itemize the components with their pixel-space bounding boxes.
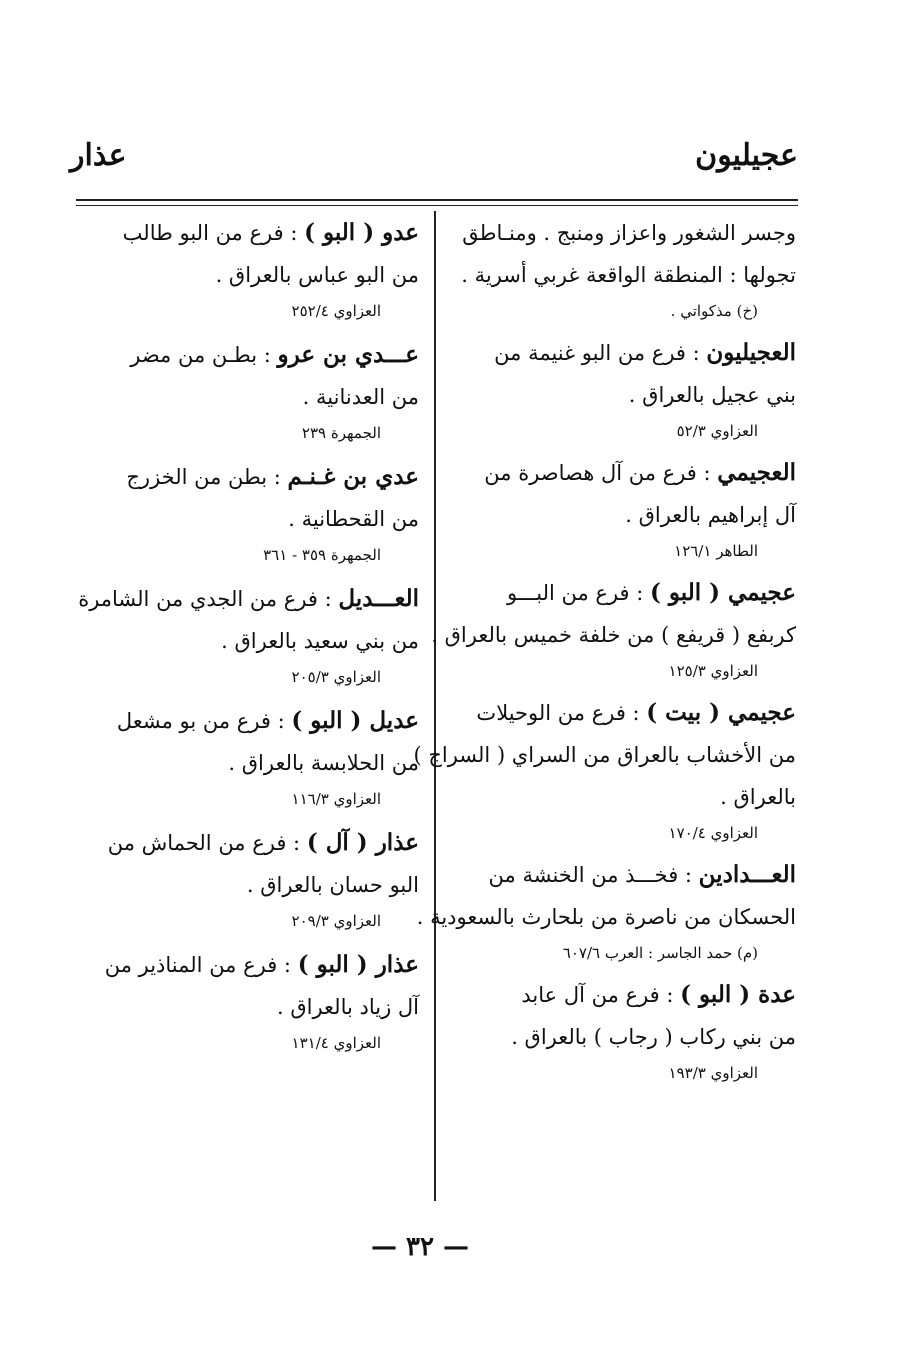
entry-headword: العجيليون <box>706 339 796 366</box>
entry-reference: (خ) مذكواتي . <box>670 302 758 320</box>
entry <box>74 700 419 814</box>
entry-line: من بني سعيد بالعراق . <box>221 629 419 653</box>
header-rule-top <box>76 199 798 201</box>
entry-reference: (م) حمد الجاسر : العرب ٦٠٧/٦ <box>562 944 758 962</box>
right-column <box>413 212 796 1094</box>
entry-reference: الطاهر ١٢٦/١ <box>674 542 758 560</box>
entry-line: عدة ( البو ) : فرع من آل عابد <box>521 981 796 1008</box>
entry-headword: عجيمي ( البو ) <box>650 579 796 606</box>
entry-reference: العزاوي ١٢٥/٣ <box>668 662 758 680</box>
entry-line: من بني ركاب ( رجاب ) بالعراق . <box>511 1025 796 1049</box>
entry-reference: العزاوي ١٣١/٤ <box>291 1034 381 1052</box>
entry-reference: العزاوي ٢٠٥/٣ <box>291 668 381 686</box>
entry <box>431 572 796 686</box>
entry-line: الحسكان من ناصرة من بلحارث بالسعودية . <box>416 905 796 929</box>
entry-headword: العـــدادين <box>698 861 796 888</box>
entry <box>448 974 796 1088</box>
entry-line: العـــدادين : فخـــذ من الخنشة من <box>488 861 796 888</box>
entry-reference: العزاوي ١٧٠/٤ <box>668 824 758 842</box>
running-head-left: عذار <box>70 138 127 173</box>
entry-line: عديل ( البو ) : فرع من بو مشعل <box>116 707 419 734</box>
entry-reference: العزاوي ٢٥٢/٤ <box>291 302 381 320</box>
entry <box>448 332 796 446</box>
entry-line: عـــدي بن عرو : بطـن من مضر <box>130 341 419 368</box>
entry-line: من الحلابسة بالعراق . <box>228 751 419 775</box>
entry-headword: عدة ( البو ) <box>680 981 796 1008</box>
running-head-right: عجيليون <box>695 138 798 173</box>
entry-line: عجيمي ( البو ) : فرع من البـــو <box>506 579 796 606</box>
entry-line: كربفع ( قريفع ) من خلفة خميس بالعراق . <box>431 623 796 647</box>
entry-line: من البو عباس بالعراق . <box>215 263 419 287</box>
entry-line: بني عجيل بالعراق . <box>628 383 796 407</box>
entry-headword: عذار ( آل ) <box>306 829 419 856</box>
entry-line: تجولها : المنطقة الواقعة غربي أسرية . <box>461 263 796 287</box>
entry <box>448 212 796 326</box>
entry-headword: العـــديل <box>338 585 419 612</box>
entry-line: وجسر الشغور واعزاز ومنبج . ومنـاطق <box>462 221 796 245</box>
entry-reference: العزاوي ١٩٣/٣ <box>668 1064 758 1082</box>
entry-line: من العدنانية . <box>302 385 419 409</box>
page-number: — ٣٢ — <box>370 1232 470 1262</box>
left-column <box>74 212 419 1066</box>
entry-headword: عديل ( البو ) <box>291 707 419 734</box>
entry-reference: العزاوي ١١٦/٣ <box>291 790 381 808</box>
entry <box>74 334 419 448</box>
entry-line: عجيمي ( بيت ) : فرع من الوحيلات <box>476 699 796 726</box>
entry-headword: عذار ( البو ) <box>297 951 419 978</box>
header-rule-bottom <box>76 205 798 206</box>
entry-headword: عجيمي ( بيت ) <box>646 699 796 726</box>
entry <box>413 692 796 848</box>
entry <box>74 578 419 692</box>
entry-line: العجيمي : فرع من آل هصاصرة من <box>484 459 796 486</box>
entry-line: بالعراق . <box>720 785 796 809</box>
entry-line: عدي بن غـنـم : بطن من الخزرج <box>126 463 419 490</box>
entry-reference: الجمهرة ٣٥٩ - ٣٦١ <box>263 546 381 564</box>
entry-headword: عـــدي بن عرو <box>277 341 419 368</box>
entry <box>74 212 419 326</box>
entry <box>74 822 419 936</box>
entry-headword: العجيمي <box>717 459 796 486</box>
entry-reference: العزاوي ٢٠٩/٣ <box>291 912 381 930</box>
entry-headword: عدي بن غـنـم <box>287 463 419 490</box>
entry-line: العجيليون : فرع من البو غنيمة من <box>494 339 796 366</box>
entry <box>448 452 796 566</box>
entry <box>74 944 419 1058</box>
entry-line: آل إبراهيم بالعراق . <box>625 503 796 527</box>
entry-line: آل زياد بالعراق . <box>276 995 419 1019</box>
entry-line: عدو ( البو ) : فرع من البو طالب <box>122 219 419 246</box>
entry-line: من الأخشاب بالعراق من السراي ( السراج ) <box>413 743 796 767</box>
entry <box>74 456 419 570</box>
entry-line: عذار ( آل ) : فرع من الحماش من <box>107 829 419 856</box>
entry-reference: العزاوي ٥٢/٣ <box>676 422 758 440</box>
entry-line: البو حسان بالعراق . <box>246 873 419 897</box>
entry-line: عذار ( البو ) : فرع من المناذير من <box>104 951 419 978</box>
column-divider <box>434 211 436 1201</box>
entry-line: العـــديل : فرع من الجدي من الشامرة <box>78 585 419 612</box>
entry <box>416 854 796 968</box>
entry-reference: الجمهرة ٢٣٩ <box>301 424 381 442</box>
entry-headword: عدو ( البو ) <box>304 219 419 246</box>
entry-line: من القحطانية . <box>288 507 419 531</box>
